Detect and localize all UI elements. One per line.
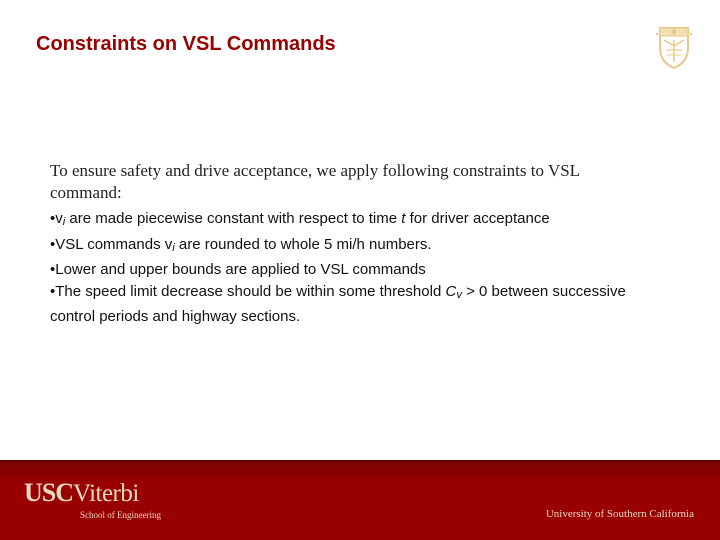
slide-title: Constraints on VSL Commands [36, 33, 336, 55]
footer-divider [0, 460, 720, 462]
footer-bar [0, 460, 720, 540]
intro-text: To ensure safety and drive acceptance, we apply following constraints to VSL command: [50, 161, 580, 202]
usc-viterbi-logo: USCViterbi [24, 478, 139, 507]
list-item: •VSL commands vi are rounded to whole 5 mi/h numbers. [50, 235, 432, 254]
school-name: School of Engineering [80, 510, 161, 520]
list-item: •vi are made piecewise constant with respect to time t for driver acceptance [50, 210, 550, 228]
constraints-list [50, 208, 650, 328]
university-seal-icon [654, 24, 694, 70]
list-item: •Lower and upper bounds are applied to VSL commands [50, 261, 426, 278]
list-item: •The speed limit decrease should be within some threshold Cv > 0 between successive control periods and highway sections. [50, 282, 626, 325]
university-name: University of Southern California [545, 508, 694, 520]
